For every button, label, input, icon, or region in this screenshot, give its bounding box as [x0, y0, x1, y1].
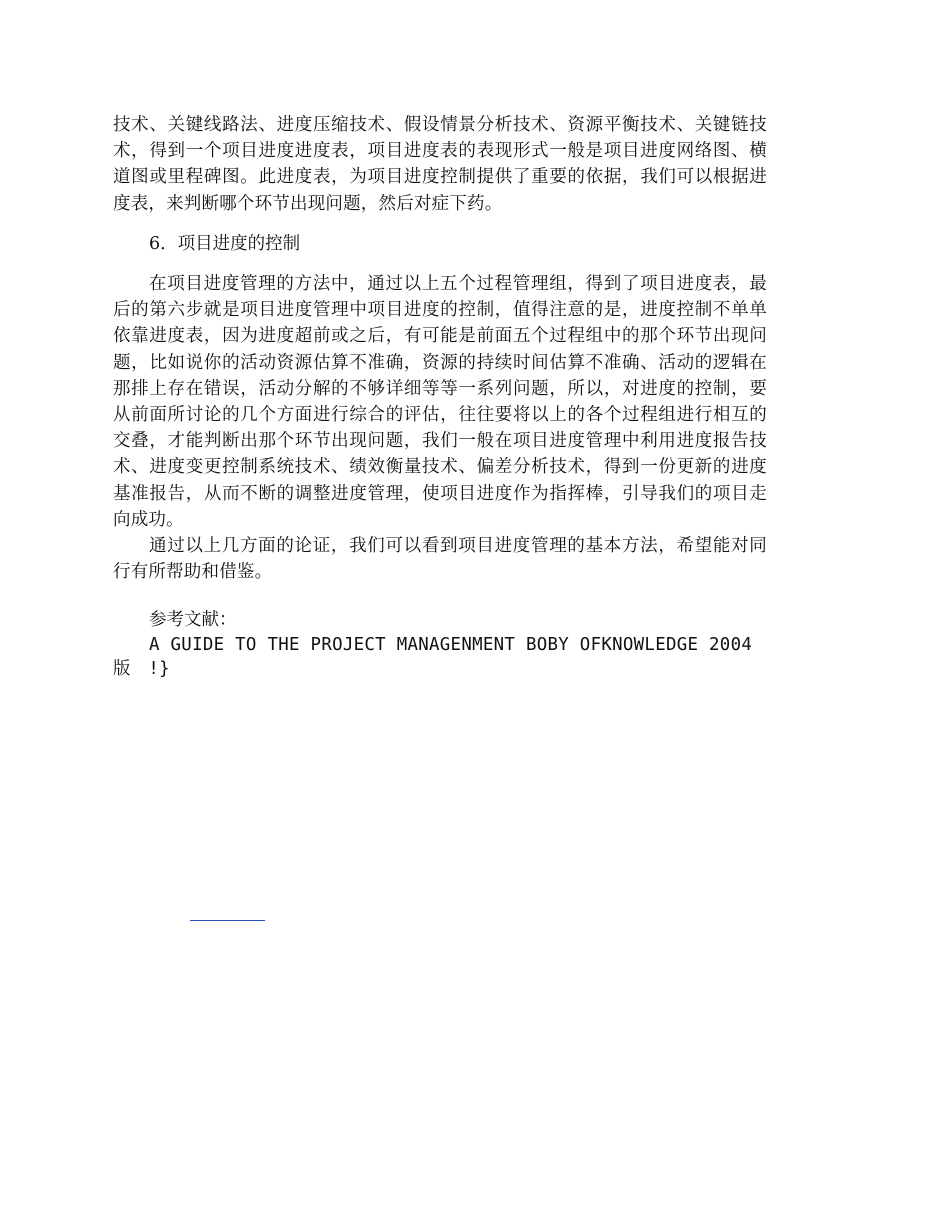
footnote-separator-line [190, 920, 265, 921]
paragraph-intro: 技术、关键线路法、进度压缩技术、假设情景分析技术、资源平衡技术、关键链技术，得到一个项目进度进度表，项目进度表的表现形式一般是项目进度网络图、横道图或里程碑图。此进度表，为项目进度控制提供了重要的依据，我们可以根据进度表，来判断哪个环节出现问题，然后对症下药。 [113, 115, 767, 214]
paragraph-conclusion: 通过以上几方面的论证，我们可以看到项目进度管理的基本方法，希望能对同行有所帮助和借鉴。 [113, 536, 767, 583]
reference-entry: A GUIDE TO THE PROJECT MANAGENMENT BOBY OFKNOWLEDGE 2004版 !} [113, 635, 753, 680]
document-body [113, 112, 767, 681]
section-heading: 6．项目进度的控制 [149, 233, 301, 254]
references-label: 参考文献： [149, 610, 237, 631]
paragraph-progress-control: 在项目进度管理的方法中，通过以上五个过程管理组，得到了项目进度表，最后的第六步就是项目进度管理中项目进度的控制，值得注意的是，进度控制不单单依靠进度表，因为进度超前或之后，有可能是前面五个过程组中的那个环节出现问题，比如说你的活动资源估算不准确，资源的持续时间估算不准确、活动的逻辑在那排上存在错误，活动分解的不够详细等等一系列问题，所以，对进度的控制，要从前面所讨论的几个方面进行综合的评估，往往要将以上的各个过程组进行相互的交叠，才能判断出那个环节出现问题，我们一般在项目进度管理中利用进度报告技术、进度变更控制系统技术、绩效衡量技术、偏差分析技术，得到一份更新的进度基准报告，从而不断的调整进度管理，使项目进度作为指挥棒，引导我们的项目走向成功。 [113, 274, 767, 530]
